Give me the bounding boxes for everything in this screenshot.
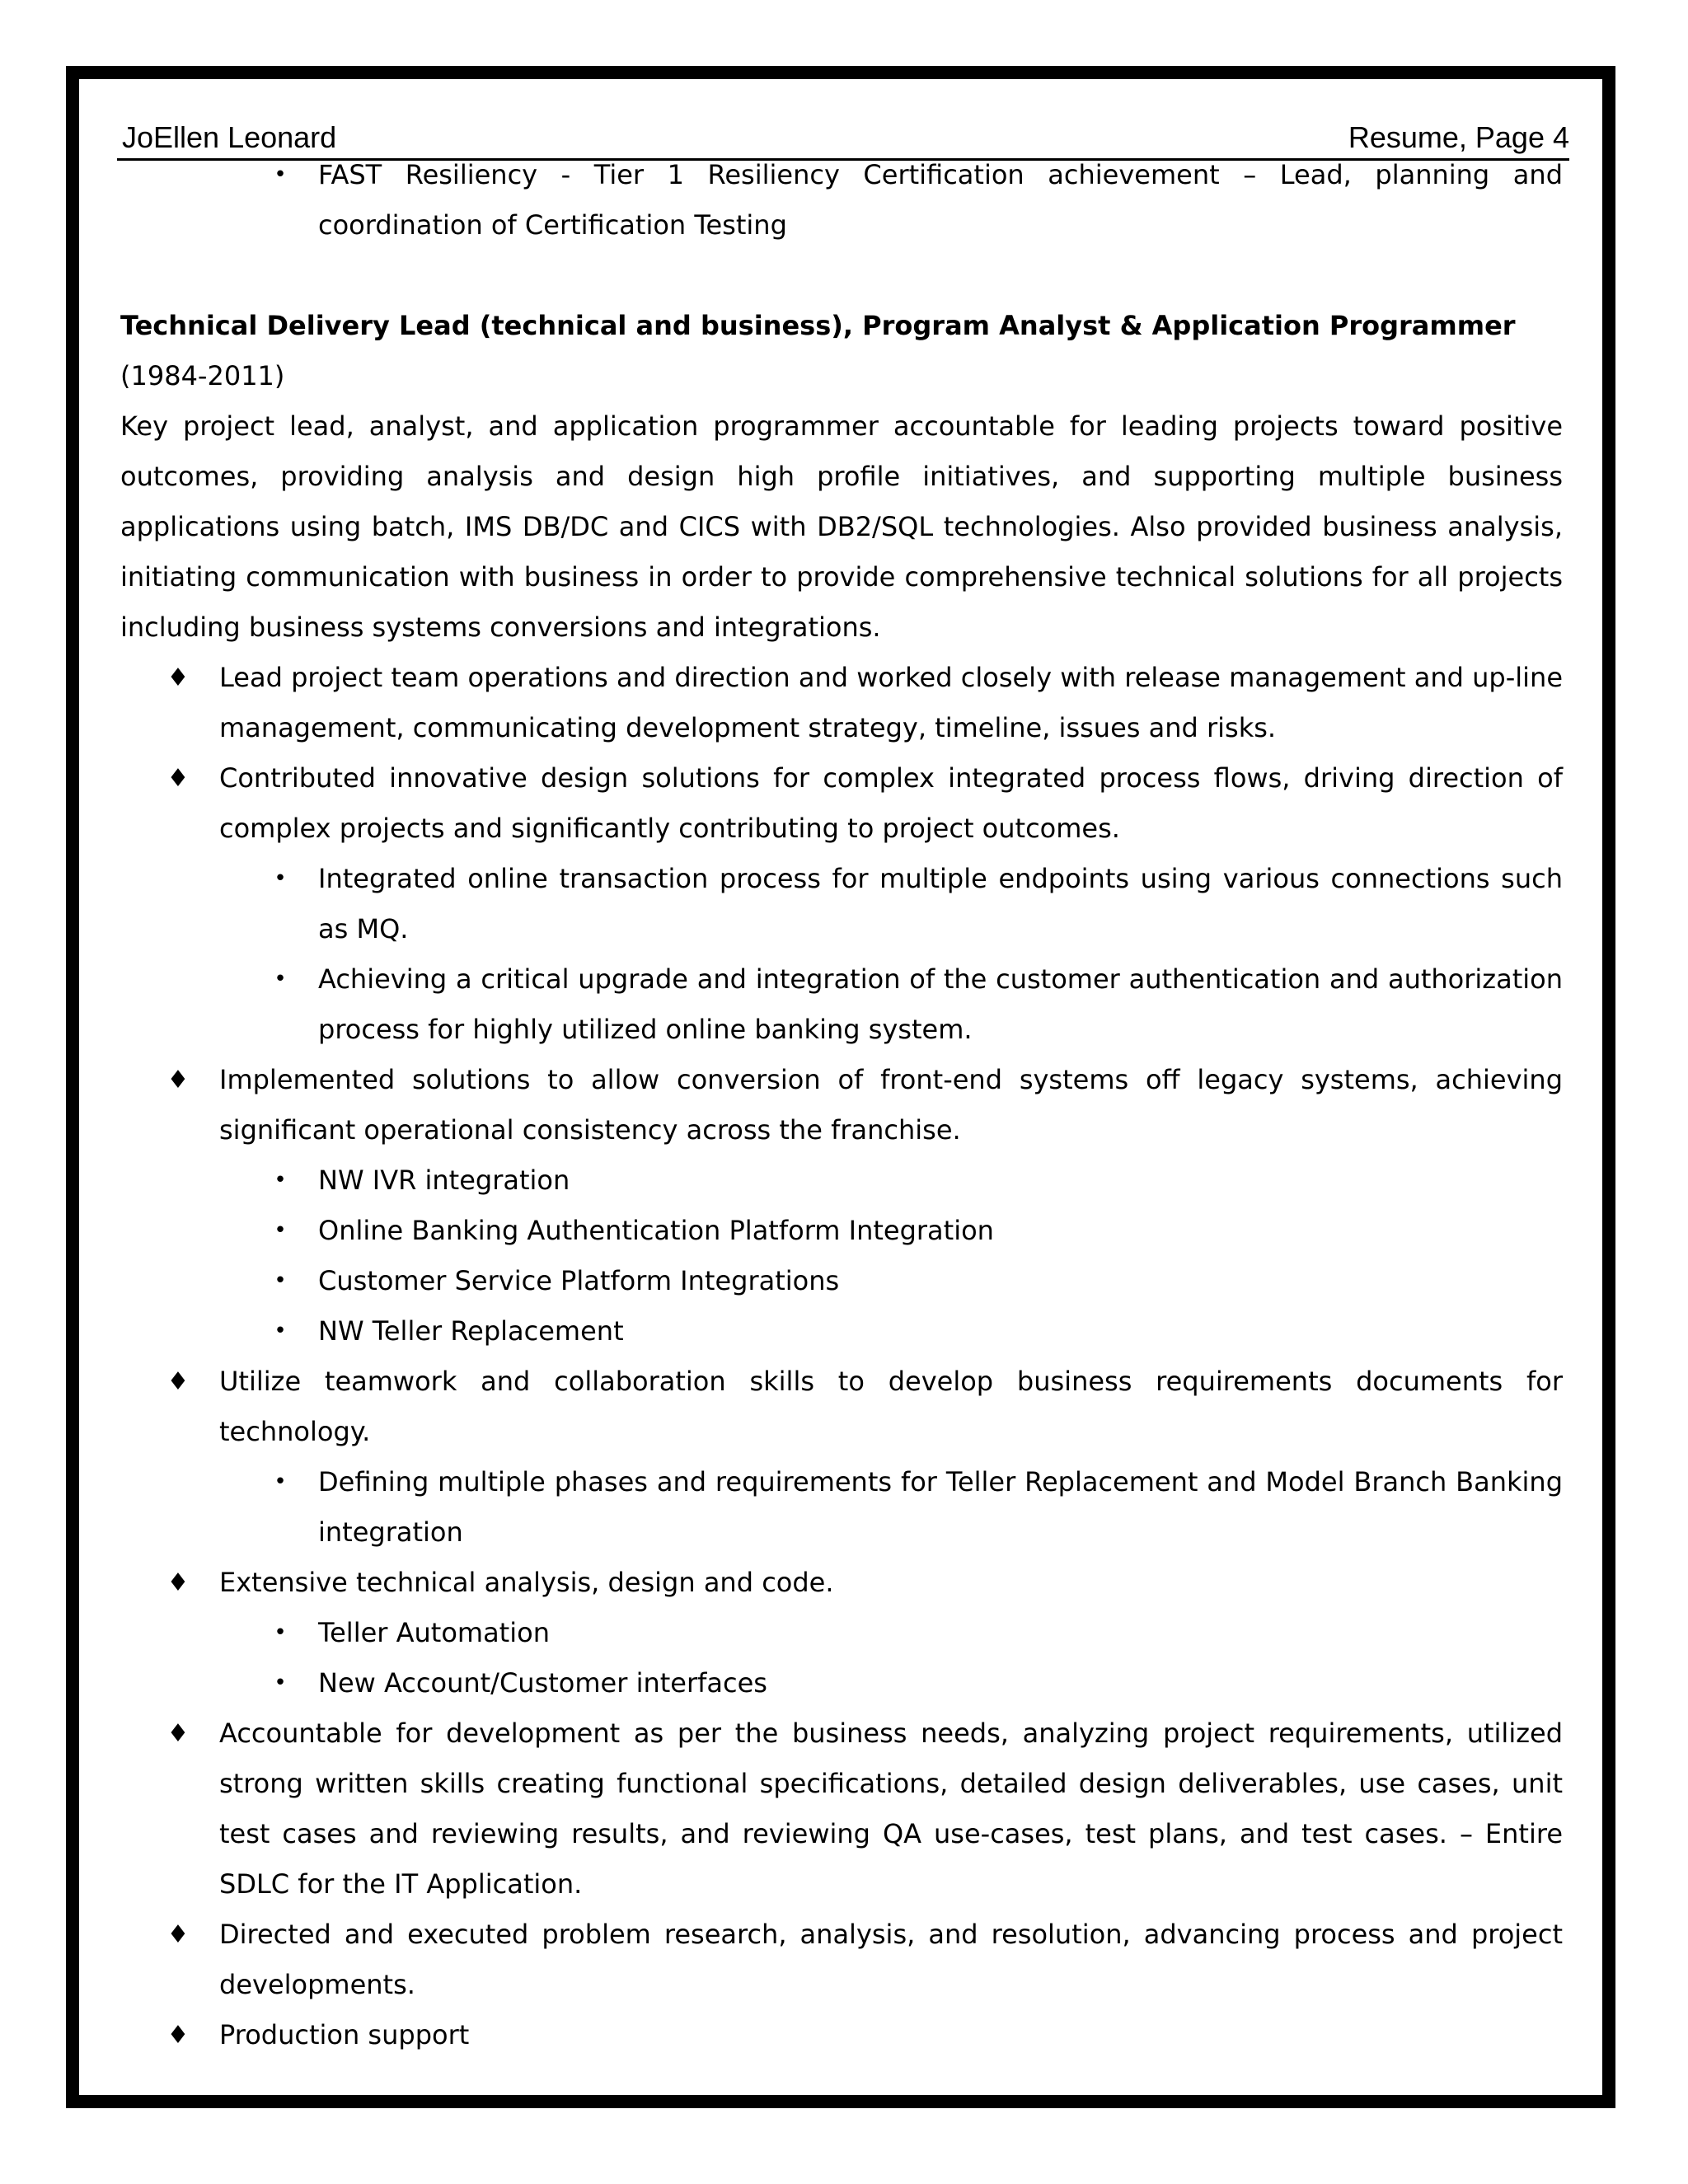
continued-sub-bullet (120, 150, 1563, 251)
diamond-icon: ♦ (166, 1066, 190, 1094)
sub-bullet-item (120, 1206, 1563, 1256)
sub-bullet-text: Teller Automation (318, 1617, 550, 1648)
sub-bullet-text: Online Banking Authentication Platform Integration (318, 1215, 994, 1246)
sub-bullet-text: FAST Resiliency - Tier 1 Resiliency Certification achievement – Lead, planning and coordination of Certification Testing (318, 159, 1563, 241)
sub-bullet-item (120, 1155, 1563, 1206)
diamond-icon: ♦ (166, 1367, 190, 1396)
diamond-icon: ♦ (166, 764, 190, 793)
bullet-text: Lead project team operations and direction and worked closely with release management and up-line management, communicating development strategy, timeline, issues and risks. (219, 662, 1563, 743)
bullet-text: Directed and executed problem research, analysis, and resolution, advancing process and project developments. (219, 1919, 1563, 2000)
bullet-item (120, 653, 1563, 753)
diamond-icon: ♦ (166, 1719, 190, 1748)
job-summary: Key project lead, analyst, and application programmer accountable for leading projects toward positive outcomes, providing analysis and design high profile initiatives, and supporting multiple business applications using batch, IMS DB/DC and CICS with DB2/SQL technologies. Also provided business analysis, initiating communication with business in order to provide comprehensive technical solutions for all projects including business systems conversions and integrations. (120, 410, 1563, 643)
sub-bullet-item (120, 1306, 1563, 1357)
bullet-item (120, 1055, 1563, 1155)
sub-bullet-text: Achieving a critical upgrade and integration of the customer authentication and authorization process for highly utilized online banking system. (318, 963, 1563, 1045)
job-bullets (120, 653, 1563, 2060)
resume-content (120, 150, 1563, 2060)
job-title (120, 301, 1563, 401)
bullet-text: Production support (219, 2019, 470, 2050)
bullet-item (120, 1910, 1563, 2010)
sub-bullet-text: Defining multiple phases and requirements for Teller Replacement and Model Branch Banking integration (318, 1466, 1563, 1548)
sub-bullet-item (120, 1658, 1563, 1708)
diamond-icon: ♦ (166, 663, 190, 692)
header-page-label: Resume, Page 4 (1348, 120, 1569, 154)
sub-bullet-item (120, 1457, 1563, 1558)
bullet-icon: • (274, 162, 287, 187)
sub-bullet-text: Customer Service Platform Integrations (318, 1265, 840, 1296)
header-name: JoEllen Leonard (122, 120, 337, 154)
bullet-icon: • (274, 1620, 287, 1645)
diamond-icon: ♦ (166, 1920, 190, 1949)
job-dates: (1984-2011) (120, 360, 285, 391)
bullet-item (120, 753, 1563, 854)
sub-bullet-text: NW IVR integration (318, 1165, 570, 1196)
bullet-icon: • (274, 1671, 287, 1695)
bullet-item (120, 1558, 1563, 1608)
bullet-item (120, 2010, 1563, 2060)
bullet-text: Utilize teamwork and collaboration skills to develop business requirements documents for technology. (219, 1366, 1563, 1447)
bullet-icon: • (274, 1268, 287, 1293)
sub-bullet-text: NW Teller Replacement (318, 1315, 624, 1347)
sub-bullet-text: Integrated online transaction process for multiple endpoints using various connections such as MQ. (318, 863, 1563, 944)
bullet-text: Implemented solutions to allow conversion of front-end systems off legacy systems, achieving significant operational consistency across the franchise. (219, 1064, 1563, 1146)
job-title-text: Technical Delivery Lead (technical and business), Program Analyst & Application Programmer (120, 310, 1516, 341)
bullet-icon: • (274, 1319, 287, 1343)
diamond-icon: ♦ (166, 2021, 190, 2050)
bullet-icon: • (274, 1469, 287, 1494)
bullet-icon: • (274, 1168, 287, 1193)
bullet-icon: • (274, 866, 287, 891)
sub-bullet-item (120, 1256, 1563, 1306)
bullet-item (120, 1708, 1563, 1910)
section-spacer (120, 251, 1563, 301)
bullet-icon: • (274, 1218, 287, 1243)
sub-bullet-text: New Account/Customer interfaces (318, 1667, 767, 1699)
bullet-text: Extensive technical analysis, design and code. (219, 1567, 834, 1598)
bullet-text: Contributed innovative design solutions for complex integrated process flows, driving direction of complex projects and significantly contributing to project outcomes. (219, 762, 1563, 844)
bullet-text: Accountable for development as per the business needs, analyzing project requirements, utilized strong written skills creating functional specifications, detailed design deliverables, use cases, unit test cases and reviewing results, and reviewing QA use-cases, test plans, and test cases. – Entire SDLC for the IT Application. (219, 1718, 1563, 1900)
bullet-icon: • (274, 967, 287, 991)
diamond-icon: ♦ (166, 1568, 190, 1597)
sub-bullet-item (120, 954, 1563, 1055)
bullet-item (120, 1357, 1563, 1457)
sub-bullet-item (120, 1608, 1563, 1658)
sub-bullet-item (120, 854, 1563, 954)
